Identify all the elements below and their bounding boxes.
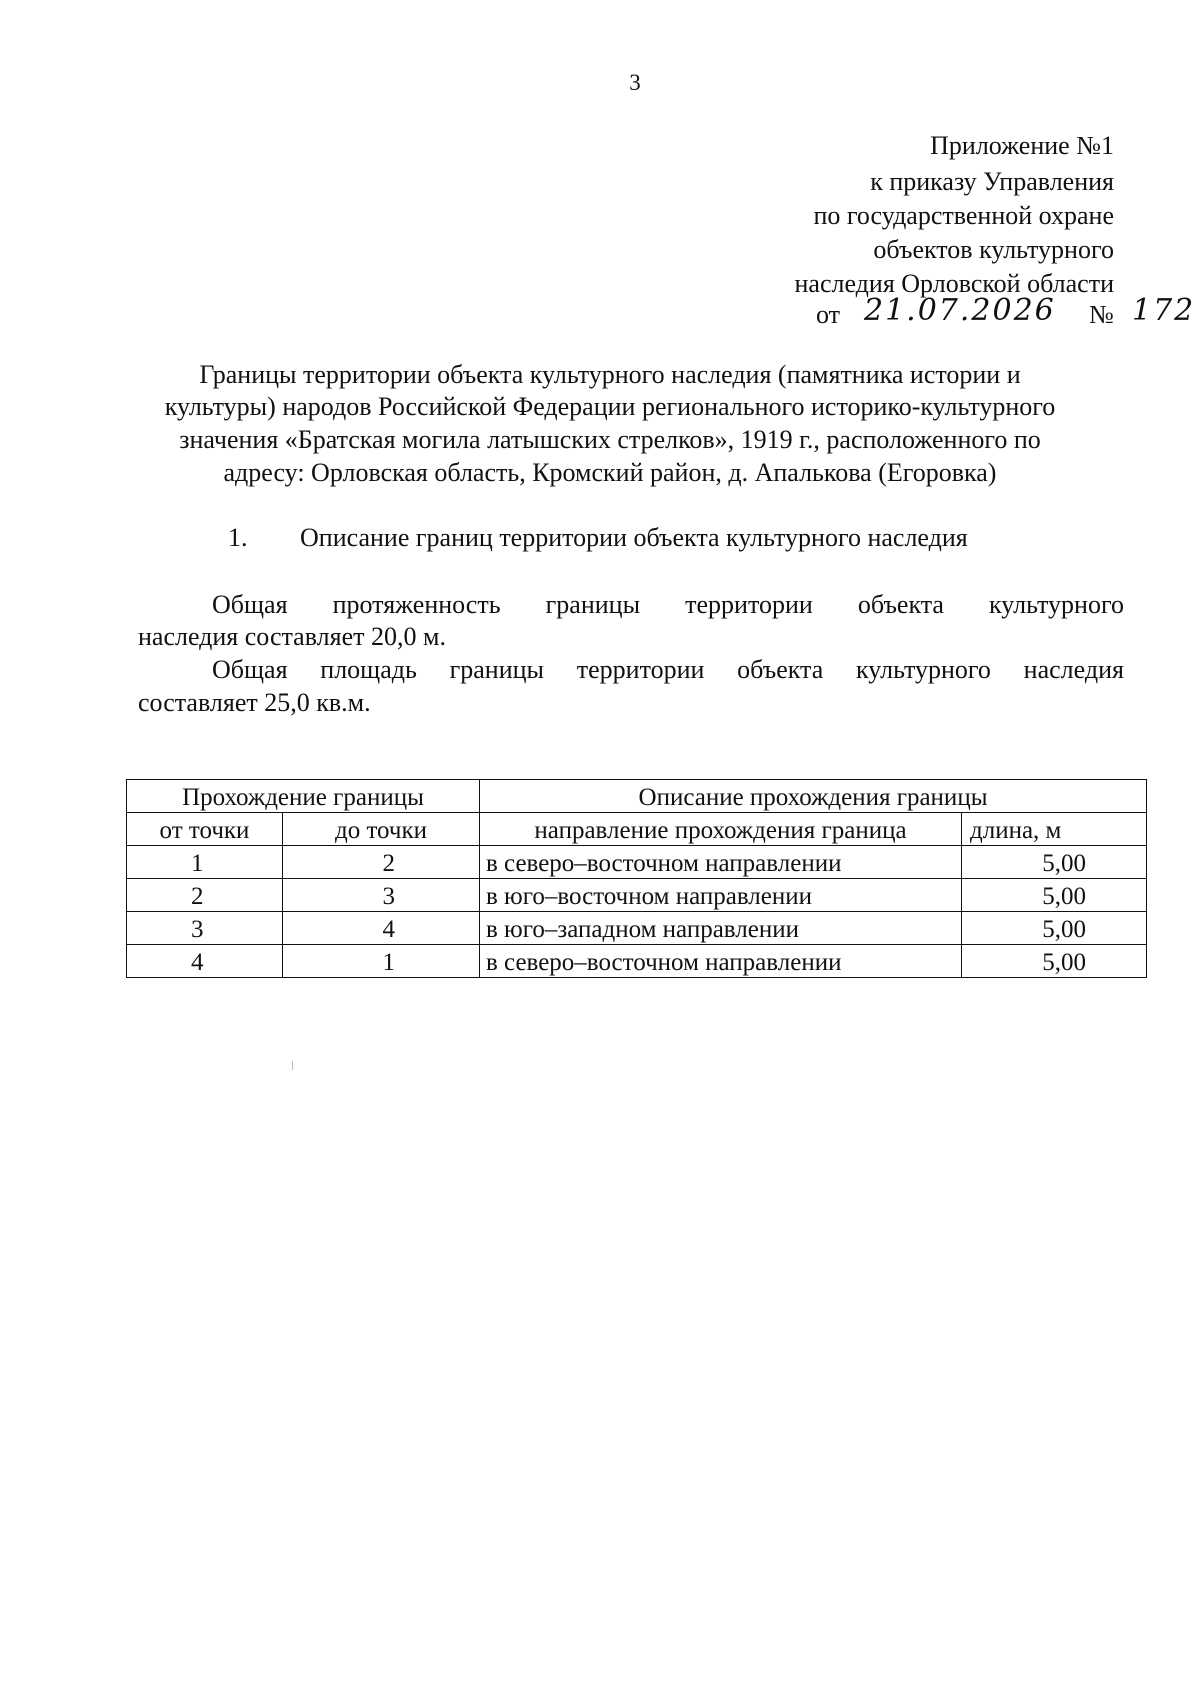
header-boundary-description: Описание прохождения границы bbox=[480, 780, 1147, 813]
title-line-2: культуры) народов Российской Федерации регионального историко-культурного bbox=[164, 392, 1056, 421]
header-to-point: до точки bbox=[283, 813, 480, 846]
appendix-line-2: к приказу Управления bbox=[870, 167, 1114, 196]
table-row bbox=[127, 912, 1147, 945]
cell-length: 5,00 bbox=[962, 912, 1147, 945]
cell-from: 3 bbox=[127, 912, 283, 945]
cell-from: 2 bbox=[127, 879, 283, 912]
word: Общая bbox=[212, 655, 288, 684]
page-number: 3 bbox=[629, 70, 641, 95]
title-line-1: Границы территории объекта культурного наследия (памятника истории и bbox=[199, 360, 1021, 389]
section-number: 1. bbox=[228, 523, 248, 552]
paragraph-1-line-1 bbox=[212, 590, 1124, 620]
cell-direction: в юго–восточном направлении bbox=[480, 879, 962, 912]
number-prefix: № bbox=[1089, 300, 1114, 329]
header-boundary-passage: Прохождение границы bbox=[127, 780, 480, 813]
word: культурного bbox=[856, 655, 991, 684]
word: культурного bbox=[989, 590, 1124, 619]
cell-from: 1 bbox=[127, 846, 283, 879]
handwritten-number: 172 bbox=[1132, 293, 1196, 328]
paragraph-2-line-1 bbox=[212, 655, 1124, 685]
word: объекта bbox=[857, 590, 944, 619]
boundary-table bbox=[126, 779, 1147, 978]
word: границы bbox=[545, 590, 641, 619]
cell-length: 5,00 bbox=[962, 879, 1147, 912]
word: объекта bbox=[737, 655, 824, 684]
table-header-row bbox=[127, 813, 1147, 846]
appendix-line-5: наследия Орловской области bbox=[794, 269, 1114, 298]
cell-direction: в северо–восточном направлении bbox=[480, 945, 962, 978]
cell-to: 1 bbox=[283, 945, 480, 978]
appendix-line-3: по государственной охране bbox=[813, 201, 1114, 230]
cell-to: 2 bbox=[283, 846, 480, 879]
cell-direction: в юго–западном направлении bbox=[480, 912, 962, 945]
cell-direction: в северо–восточном направлении bbox=[480, 846, 962, 879]
title-line-4: адресу: Орловская область, Кромский район, д. Апалькова (Егоровка) bbox=[223, 458, 997, 487]
word: границы bbox=[449, 655, 544, 684]
date-prefix: от bbox=[816, 300, 841, 329]
cell-length: 5,00 bbox=[962, 945, 1147, 978]
cell-from: 4 bbox=[127, 945, 283, 978]
paragraph-1-line-2: наследия составляет 20,0 м. bbox=[138, 622, 446, 651]
cell-to: 3 bbox=[283, 879, 480, 912]
table-row bbox=[127, 846, 1147, 879]
header-length: длина, м bbox=[962, 813, 1147, 846]
appendix-line-4: объектов культурного bbox=[873, 235, 1114, 264]
cell-length: 5,00 bbox=[962, 846, 1147, 879]
table-row bbox=[127, 945, 1147, 978]
header-from-point: от точки bbox=[127, 813, 283, 846]
title-line-3: значения «Братская могила латышских стрелков», 1919 г., расположенного по bbox=[179, 425, 1041, 454]
appendix-line-1: Приложение №1 bbox=[930, 131, 1114, 160]
handwritten-date: 21.07.2026 bbox=[864, 293, 1056, 328]
header-direction: направление прохождения граница bbox=[480, 813, 962, 846]
table-row bbox=[127, 879, 1147, 912]
table-header-group-row bbox=[127, 780, 1147, 813]
paragraph-2-line-2: составляет 25,0 кв.м. bbox=[138, 688, 371, 717]
section-title: Описание границ территории объекта культурного наследия bbox=[300, 523, 968, 552]
word: территории bbox=[576, 655, 705, 684]
word: территории bbox=[685, 590, 813, 619]
word: площадь bbox=[320, 655, 417, 684]
word: Общая bbox=[212, 590, 288, 619]
cell-to: 4 bbox=[283, 912, 480, 945]
scan-mark bbox=[292, 1061, 293, 1070]
word: протяженность bbox=[332, 590, 501, 619]
word: наследия bbox=[1023, 655, 1124, 684]
